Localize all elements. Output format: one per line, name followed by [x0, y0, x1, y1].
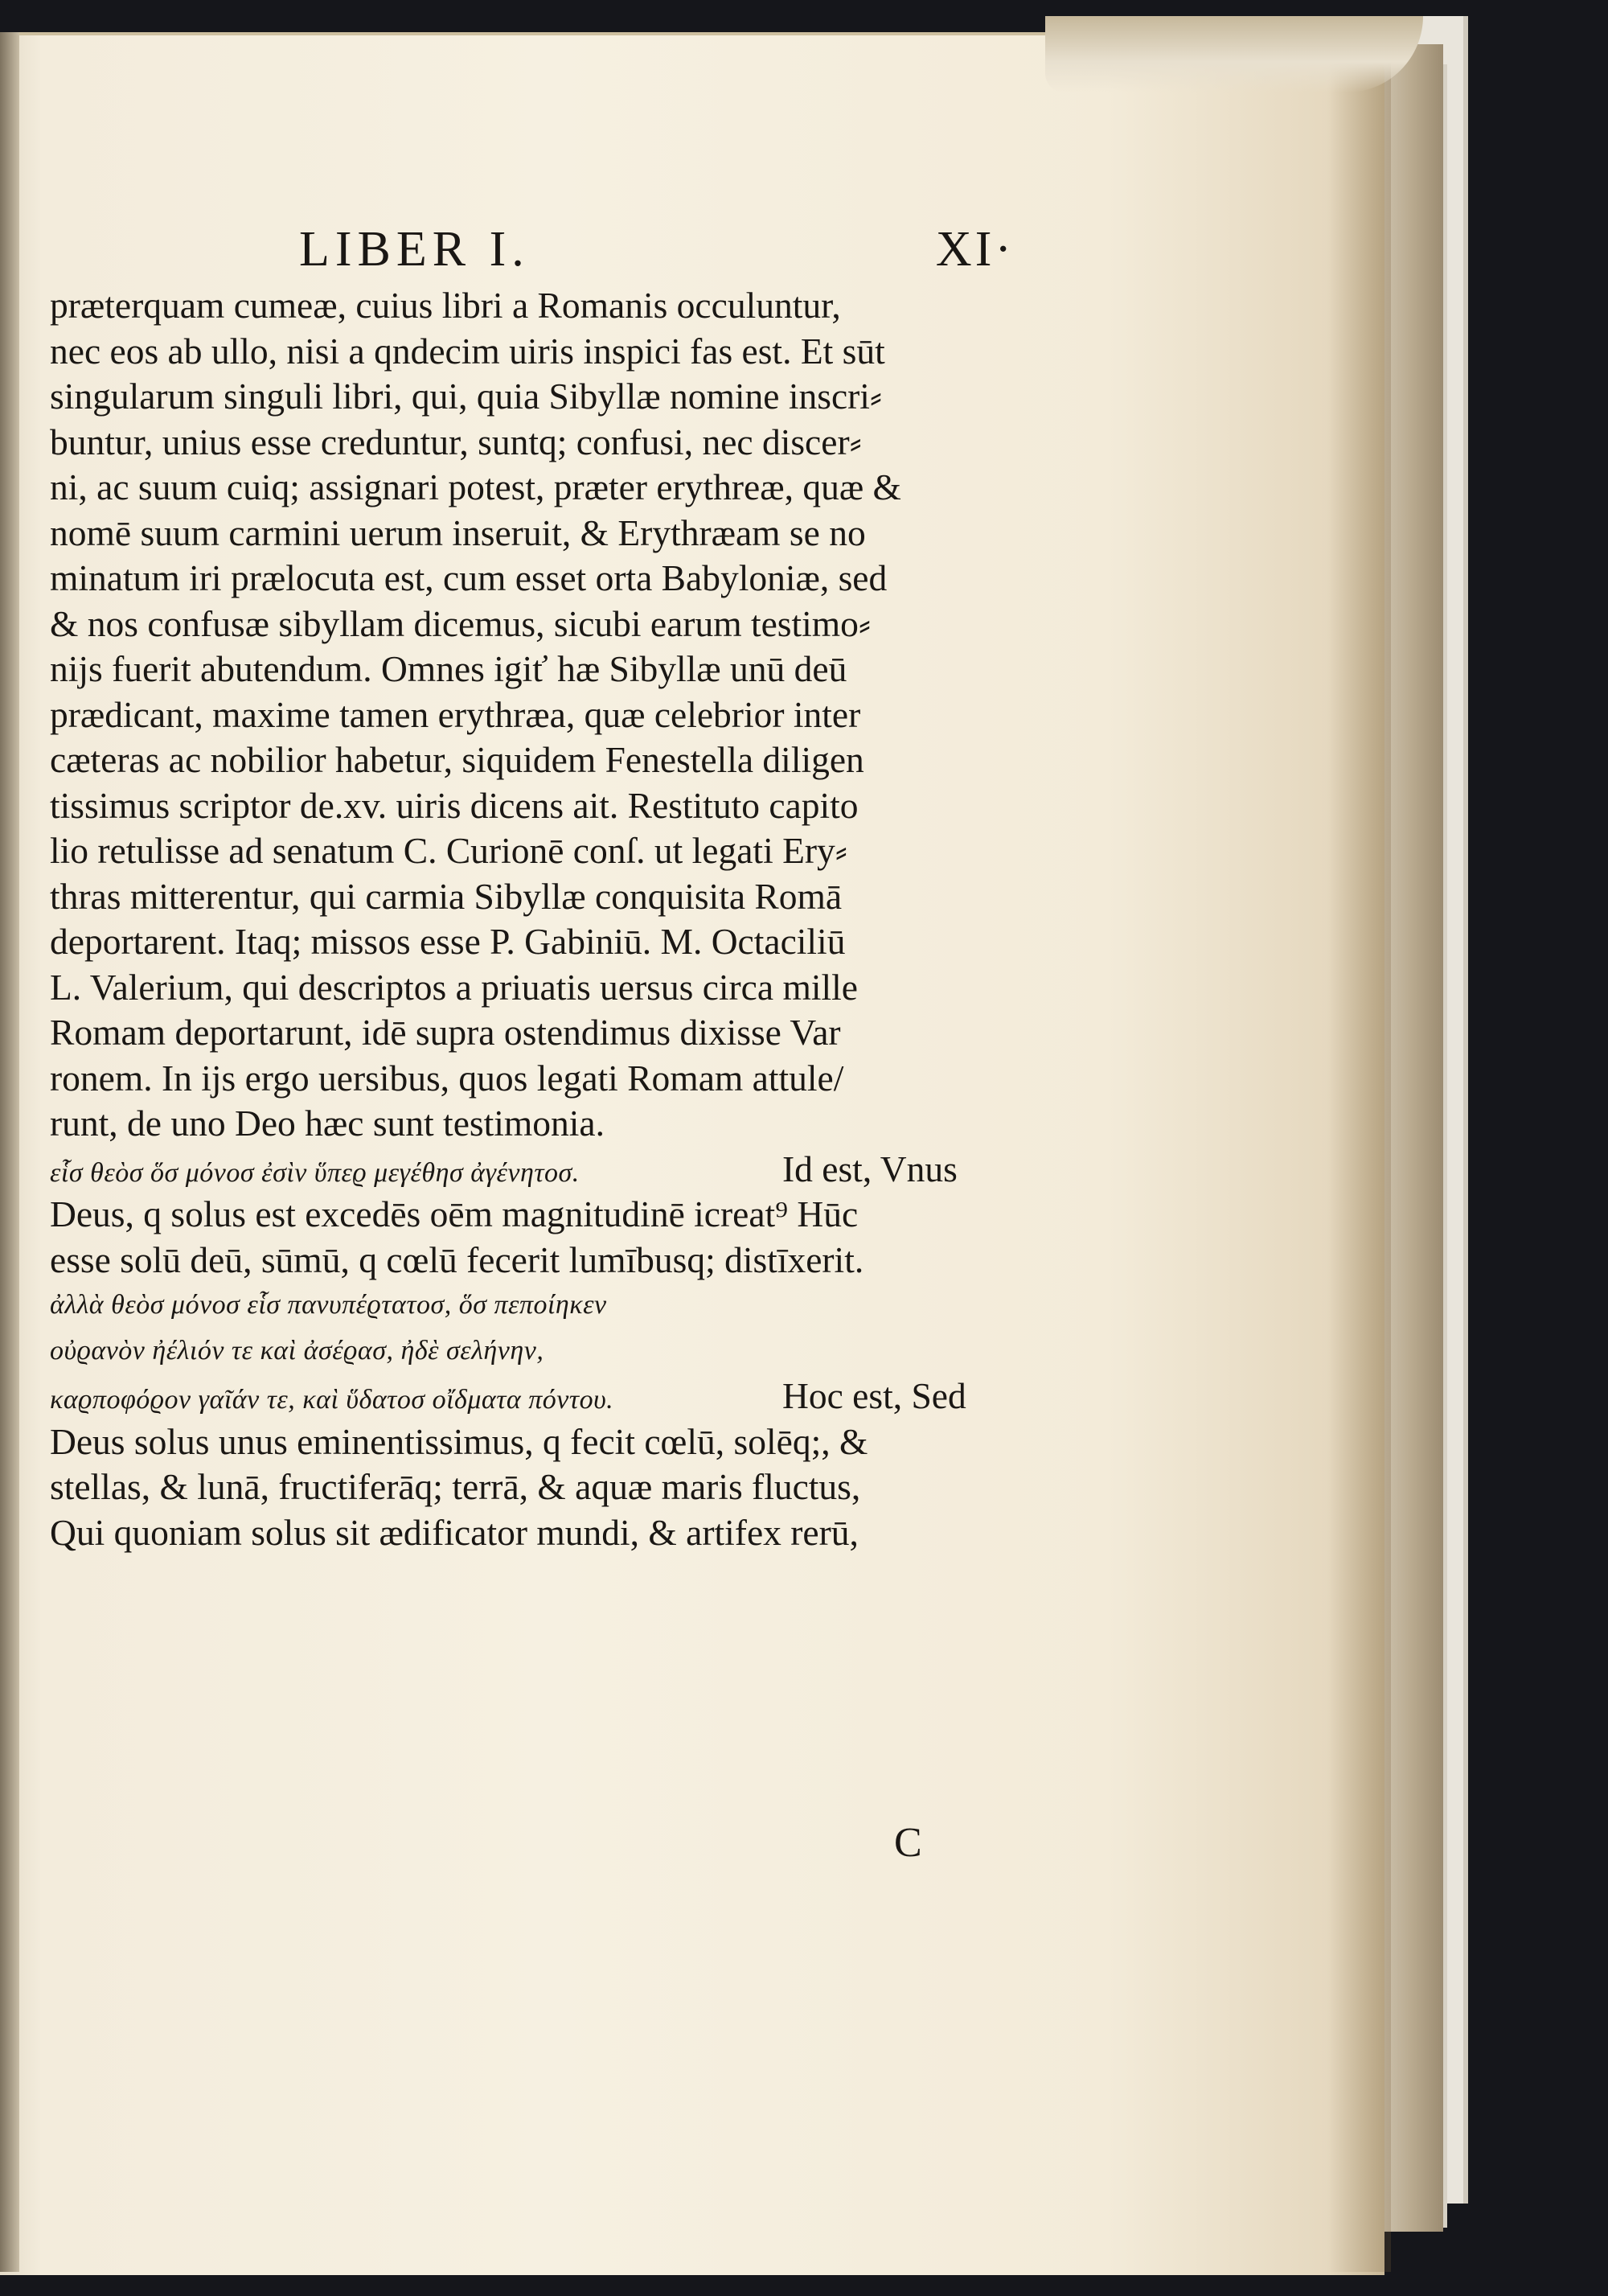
- text-line: runt, de uno Deo hæc sunt testimonia.: [50, 1103, 605, 1144]
- greek-verse-3: καϱποφόϱον γαῖάν τε, καὶ ὕδατοσ οἴδματα πόντου.: [50, 1385, 614, 1415]
- text-line: Qui quoniam solus sit ædificator mundi, & artifex rerū,: [50, 1511, 859, 1553]
- greek-verse-1: εἷσ θεὸσ ὅσ μόνοσ ἐσὶν ὕπεϱ μεγέθησ ἀγένητοσ.: [50, 1157, 580, 1188]
- main-text: [50, 283, 1015, 1555]
- text-line: stellas, & lunā, fructiferāq; terrā, & aquæ maris fluctus,: [50, 1466, 861, 1507]
- prose-block-2: [50, 1192, 1015, 1283]
- greek-verse-line: οὐϱανὸν ἠέλιόν τε καὶ ἀσέϱασ, ἠδὲ σελήνην,: [50, 1335, 544, 1366]
- text-line: nijs fuerit abutendum. Omnes igiť hæ Sibyllæ unū deū: [50, 648, 847, 689]
- greek-verse-line: [50, 1374, 1015, 1419]
- translation-lead: Hoc est, Sed: [782, 1375, 966, 1416]
- text-line: præterquam cumeæ, cuius libri a Romanis occuluntur,: [50, 285, 841, 326]
- text-line: singularum singuli libri, qui, quia Sibyllæ nomine inscri⸗: [50, 376, 883, 417]
- text-line: minatum iri prælocuta est, cum esset orta Babyloniæ, sed: [50, 557, 888, 598]
- text-line: esse solū deū, sūmū, q cœlū fecerit lumībusq; distīxerit.: [50, 1238, 864, 1280]
- page-edge-stain: [1327, 32, 1391, 2272]
- greek-verse-line: ἀλλὰ θεὸσ μόνοσ εἷσ πανυπέϱτατοσ, ὅσ πεποίηκεν: [50, 1290, 607, 1320]
- text-line: buntur, unius esse creduntur, suntq; confusi, nec discer⸗: [50, 421, 862, 462]
- greek-verse-line: [50, 1147, 1015, 1193]
- prose-block-3: [50, 1419, 1015, 1556]
- text-line: thras mitterentur, qui carmia Sibyllæ conquisita Romā: [50, 875, 843, 917]
- text-line: deportarent. Itaq; missos esse P. Gabiniū. M. Octaciliū: [50, 921, 846, 962]
- text-line: cæteras ac nobilior habetur, siquidem Fenestella diligen: [50, 739, 864, 780]
- text-line: Romam deportarunt, idē supra ostendimus dixisse Var: [50, 1012, 841, 1053]
- prose-block-1: [50, 283, 1015, 1147]
- text-line: ni, ac suum cuiq; assignari potest, præter erythreæ, quæ &: [50, 466, 901, 507]
- text-line: nomē suum carmini uerum inseruit, & Erythræam se no: [50, 511, 866, 553]
- running-head: [299, 221, 1015, 285]
- text-line: ronem. In ijs ergo uersibus, quos legati Romam attule/: [50, 1057, 844, 1099]
- text-line: & nos confusæ sibyllam dicemus, sicubi earum testimo⸗: [50, 602, 872, 644]
- text-line: L. Valerium, qui descriptos a priuatis uersus circa mille: [50, 966, 858, 1008]
- text-line: Deus solus unus eminentissimus, q fecit cœlū, solēq;, &: [50, 1420, 868, 1462]
- text-line: tissimus scriptor de.xv. uiris dicens ait. Restituto capito: [50, 784, 859, 826]
- greek-verse-block: [50, 1283, 1015, 1374]
- text-line: lio retulisse ad senatum C. Curionē conſ. ut legati Ery⸗: [50, 830, 847, 871]
- page-gutter: [0, 32, 19, 2272]
- catchword: C: [894, 1820, 922, 1866]
- folio-number: XI·: [935, 222, 1015, 277]
- translation-lead: Id est, Vnus: [782, 1148, 958, 1189]
- text-line: nec eos ab ullo, nisi a qndecim uiris inspici fas est. Et sūt: [50, 330, 885, 372]
- torn-corner: [1045, 16, 1423, 92]
- text-line: prædicant, maxime tamen erythræa, quæ celebrior inter: [50, 693, 861, 735]
- text-line: Deus, q solus est excedēs oēm magnitudinē icreat⁹ Hūc: [50, 1193, 859, 1234]
- running-title: LIBER I.: [299, 222, 530, 277]
